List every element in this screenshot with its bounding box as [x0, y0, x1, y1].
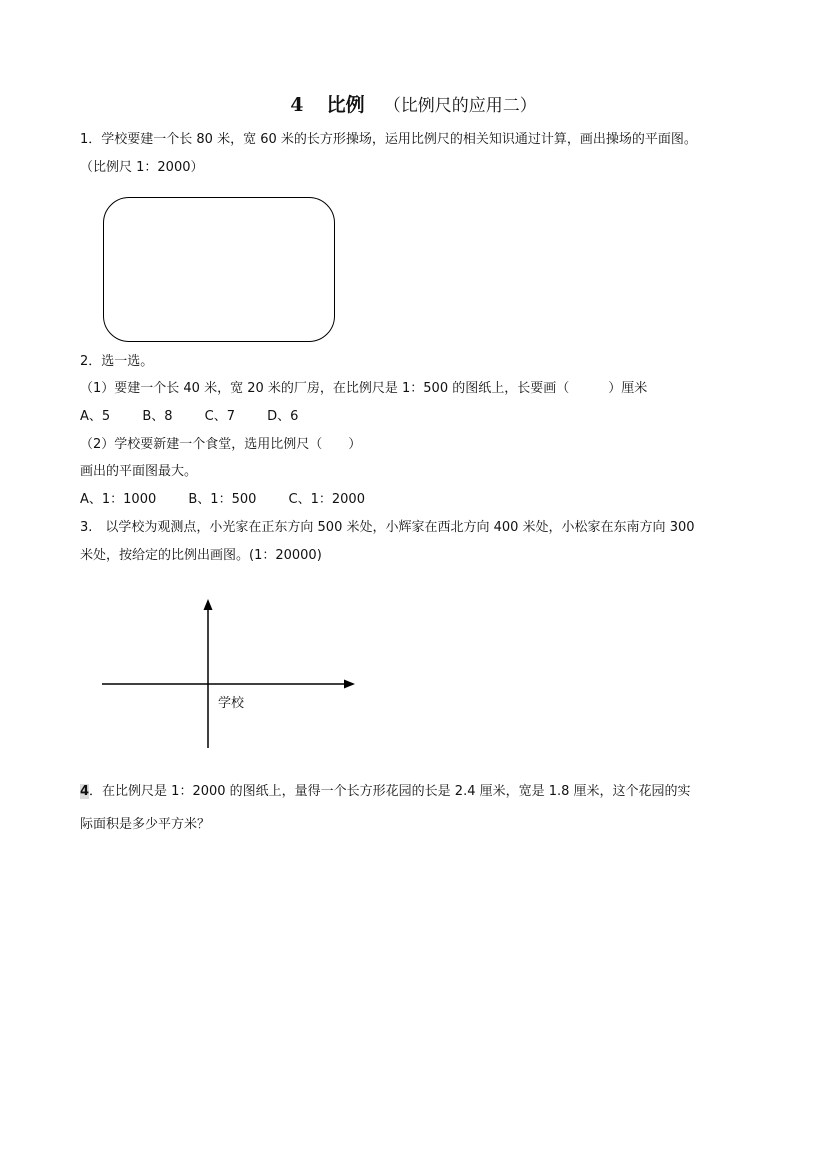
option-c: C、1：2000	[288, 492, 365, 507]
origin-label: 学校	[218, 696, 245, 711]
q2-heading: 2．选一选。	[80, 354, 154, 369]
q1-text-line2: （比例尺 1：2000）	[80, 160, 204, 175]
q2-sub2-question-line2: 画出的平面图最大。	[80, 464, 198, 479]
east-arrow-icon	[344, 680, 355, 689]
title-main: 比例	[326, 94, 365, 116]
q4-number: 4	[80, 784, 90, 799]
q1-drawing-box	[103, 197, 335, 342]
q2-sub2-options	[80, 491, 393, 509]
option-b: B、1：500	[188, 492, 257, 507]
title-number: 4	[290, 94, 304, 116]
q3-text-line1: 3. 以学校为观测点，小光家在正东方向 500 米处，小辉家在西北方向 400 米处，小松家在东南方向 300	[80, 520, 695, 535]
q2-sub2-question-line1: （2）学校要新建一个食堂，选用比例尺（ ）	[80, 437, 362, 452]
option-b: B、8	[142, 409, 173, 424]
worksheet-title	[0, 90, 827, 117]
q3-text-line2: 米处，按给定的比例出画图。(1：20000)	[80, 548, 322, 563]
q2-sub1-question: （1）要建一个长 40 米，宽 20 米的厂房，在比例尺是 1：500 的图纸上，长要画（ ）厘米	[80, 381, 648, 396]
title-subtitle: （比例尺的应用二）	[383, 96, 537, 116]
q3-coordinate-axes	[95, 595, 365, 755]
option-a: A、1：1000	[80, 492, 157, 507]
q4-text-line2: 际面积是多少平方米？	[80, 817, 211, 832]
option-a: A、5	[80, 409, 111, 424]
q4-text-line1	[80, 776, 691, 808]
option-c: C、7	[204, 409, 236, 424]
q2-sub1-options	[80, 408, 326, 426]
q4-text-line1-body: ．在比例尺是 1：2000 的图纸上，量得一个长方形花园的长是 2.4 厘米，宽是 1.8 厘米，这个花园的实	[89, 784, 691, 799]
q1-text-line1: 1．学校要建一个长 80 米，宽 60 米的长方形操场，运用比例尺的相关知识通过计算，画出操场的平面图。	[80, 132, 697, 147]
option-d: D、6	[267, 409, 299, 424]
north-arrow-icon	[204, 599, 213, 610]
